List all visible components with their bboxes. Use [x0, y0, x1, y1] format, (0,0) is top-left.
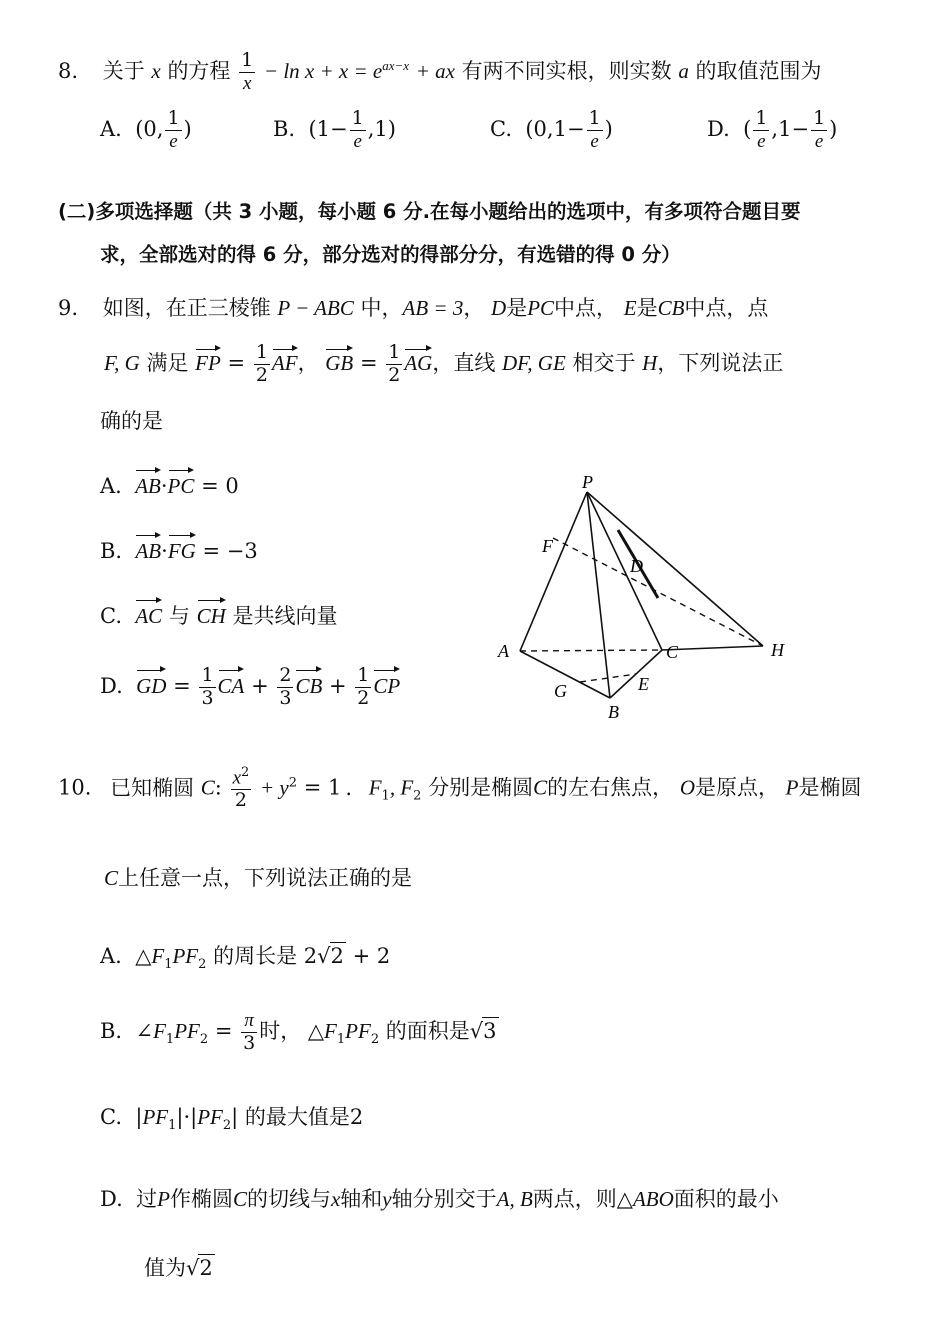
q10-option-a[interactable]: A. $\triangle F_1PF_2$ 的周长是 2√2 + 2 — [100, 944, 391, 973]
q8-option-d[interactable]: D. ( $\frac{1}{e}$ ,1− $\frac{1}{e}$ ) — [707, 107, 838, 152]
q8-expr-tail: + ax — [415, 58, 455, 83]
q8-var-a: a — [678, 58, 689, 83]
label-p: P — [582, 472, 593, 492]
q10-option-d[interactable]: D. 过P作椭圆C的切线与x轴和y轴分别交于A, B两点，则△ABO面积的最小 — [100, 1187, 779, 1211]
label-f: F — [542, 536, 553, 556]
q8-text: 有两不同实根，则实数 — [461, 58, 672, 83]
q8-text: 的方程 — [167, 58, 231, 83]
q9-option-c[interactable]: C. AC 与 CH 是共线向量 — [100, 600, 337, 630]
q9-stem-line2: F, G 满足 FP = $\frac{1}{2}$ AF， GB = $\frac{1}{2}$ AG，直线 DF, GE 相交于 H，下列说法正 — [104, 341, 784, 386]
q9-pyramid-figure — [490, 470, 800, 725]
q8-exponent: ax−x — [382, 57, 410, 73]
q8-option-c[interactable]: C. (0,1− $\frac{1}{e}$ ) — [490, 107, 613, 152]
label-b: B — [608, 702, 619, 722]
q9-stem-line1: 9. 如图，在正三棱锥 P − ABC 中，AB = 3， D是PC中点， E是CB中点，点 — [58, 296, 769, 320]
section-header-line2: 求，全部选对的得 6 分，部分选对的得部分分，有选错的得 0 分） — [100, 243, 681, 266]
q8-text: 关于 — [102, 58, 145, 83]
label-g: G — [554, 681, 567, 701]
q8-stem — [58, 50, 822, 95]
q10-option-b[interactable]: B. $\angle F_1PF_2$ = $\frac{\pi}{3}$ 时， $\triangle F_1PF_2$ 的面积是√3 — [100, 1010, 497, 1054]
q9-option-d[interactable]: D. GD = $\frac{1}{3}$ CA + $\frac{2}{3}$ CB + $\frac{1}{2}$ CP — [100, 664, 401, 709]
section-header-line1: (二)多项选择题（共 3 小题，每小题 6 分.在每小题给出的选项中，有多项符合题目要 — [58, 200, 801, 223]
q10-option-d-line2: 值为√2 — [144, 1256, 213, 1280]
label-d: D — [630, 556, 643, 576]
q8-option-b[interactable]: B. (1− $\frac{1}{e}$ ,1) — [273, 107, 396, 152]
q9-option-a[interactable]: A. AB·PC = 0 — [100, 470, 239, 499]
edge-pb — [587, 492, 610, 698]
q8-var-x: x — [151, 58, 161, 83]
q9-option-b[interactable]: B. AB·FG = −3 — [100, 535, 258, 564]
edge-ac-hidden — [520, 650, 662, 651]
q8-number: 8. — [58, 58, 79, 83]
q8-option-a[interactable]: A. (0, $\frac{1}{e}$ ) — [100, 107, 192, 152]
label-h: H — [771, 640, 784, 660]
edge-pa — [520, 492, 587, 651]
q9-stem-line3: 确的是 — [100, 409, 163, 433]
q8-expr: − ln x + x = e — [263, 58, 383, 83]
q8-text: 的取值范围为 — [695, 58, 822, 83]
label-c: C — [666, 642, 679, 662]
q10-stem-line1: 10. 已知椭圆 C: $\frac{x^2}{2}$ + $y^2 = 1$ . $F_1$, $F_2$ 分别是椭圆C的左右焦点， O是原点， P是椭圆 — [58, 765, 862, 812]
q10-option-c[interactable]: C. $|PF_1|\cdot|PF_2|$ 的最大值是2 — [100, 1105, 364, 1134]
label-a: A — [498, 641, 509, 661]
q10-stem-line2: C上任意一点，下列说法正确的是 — [104, 866, 413, 890]
label-e: E — [638, 674, 649, 694]
edge-pc — [587, 492, 662, 650]
q8-fraction: $\frac{1}{x}$ — [241, 49, 254, 94]
